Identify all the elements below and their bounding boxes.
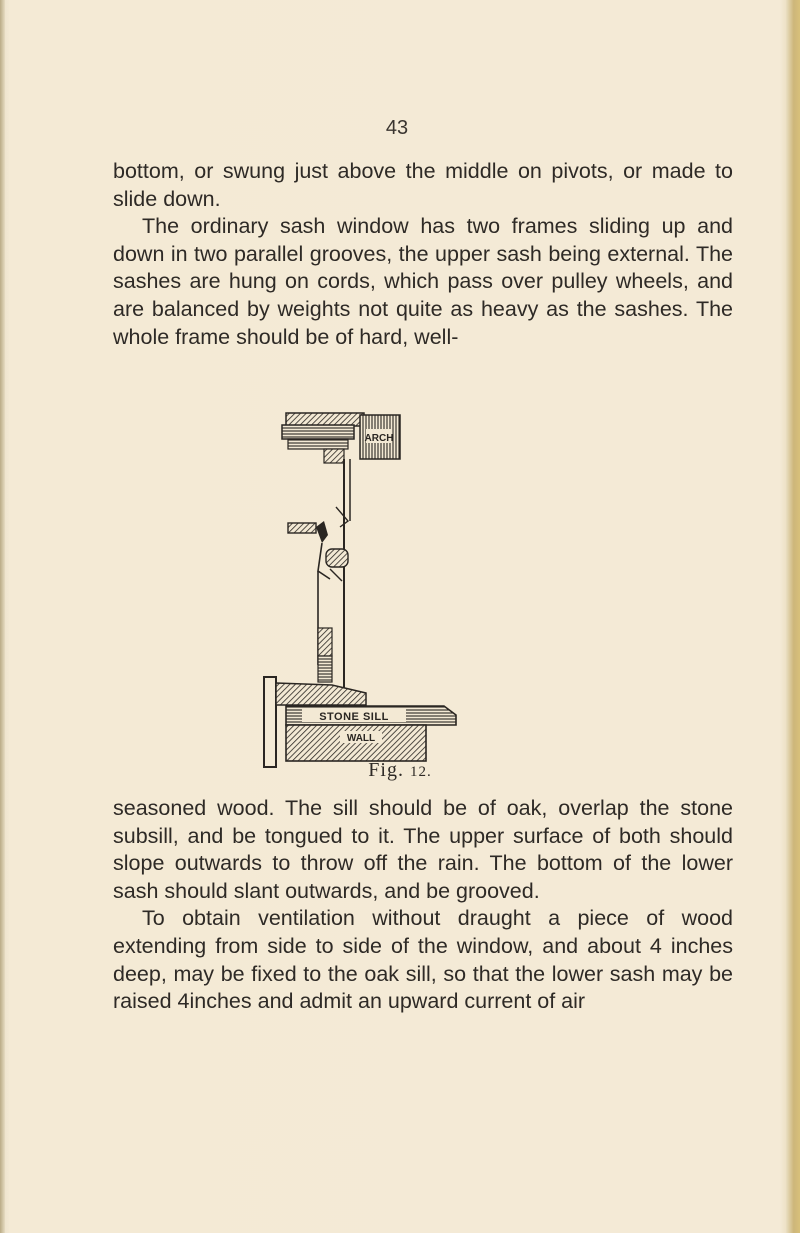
page-number: 43 xyxy=(385,117,409,139)
paragraph-continued: bottom, or swung just above the middle on pivots, or made to slide down. xyxy=(113,159,733,211)
wall-section xyxy=(286,725,426,761)
label-wall: WALL xyxy=(346,733,376,744)
paragraph-seasoned-wood: seasoned wood. The sill should be of oak, overlap the stone subsill, and be tongued to it. The upper surface of both should slope outwards to throw off the rain. The bottom of the lower sash should slant outwards, and be grooved. xyxy=(113,796,733,903)
page-right-edge xyxy=(786,0,800,1233)
head-lintel xyxy=(282,413,364,463)
window-section-drawing xyxy=(248,403,508,768)
paragraph-ventilation: To obtain ventilation without draught a piece of wood extending from side to side of the window, and about 4 inches deep, may be fixed to the oak sill, so that the lower sash may be raised 4inches and admit an upward current of air xyxy=(113,906,733,1014)
page-left-edge xyxy=(0,0,5,1233)
figure-window-section xyxy=(248,403,508,768)
caption-prefix: Fig. xyxy=(368,759,404,781)
arch-block xyxy=(360,415,400,459)
bottom-text-block xyxy=(113,795,733,1016)
caption-number: 12. xyxy=(409,764,432,780)
figure-caption xyxy=(300,759,500,782)
label-stone-sill: STONE SILL xyxy=(319,711,389,723)
paragraph-sash-window: The ordinary sash window has two frames sliding up and down in two parallel grooves, the upper sash being external. The sashes are hung on cords, which pass over pulley wheels, and are balanced by weights not quite as heavy as the sashes. The whole frame should be of hard, well- xyxy=(113,214,733,349)
label-arch: ARCH xyxy=(364,433,394,444)
lower-sash xyxy=(318,571,332,682)
top-text-block xyxy=(113,158,733,351)
stone-sill xyxy=(286,706,456,725)
